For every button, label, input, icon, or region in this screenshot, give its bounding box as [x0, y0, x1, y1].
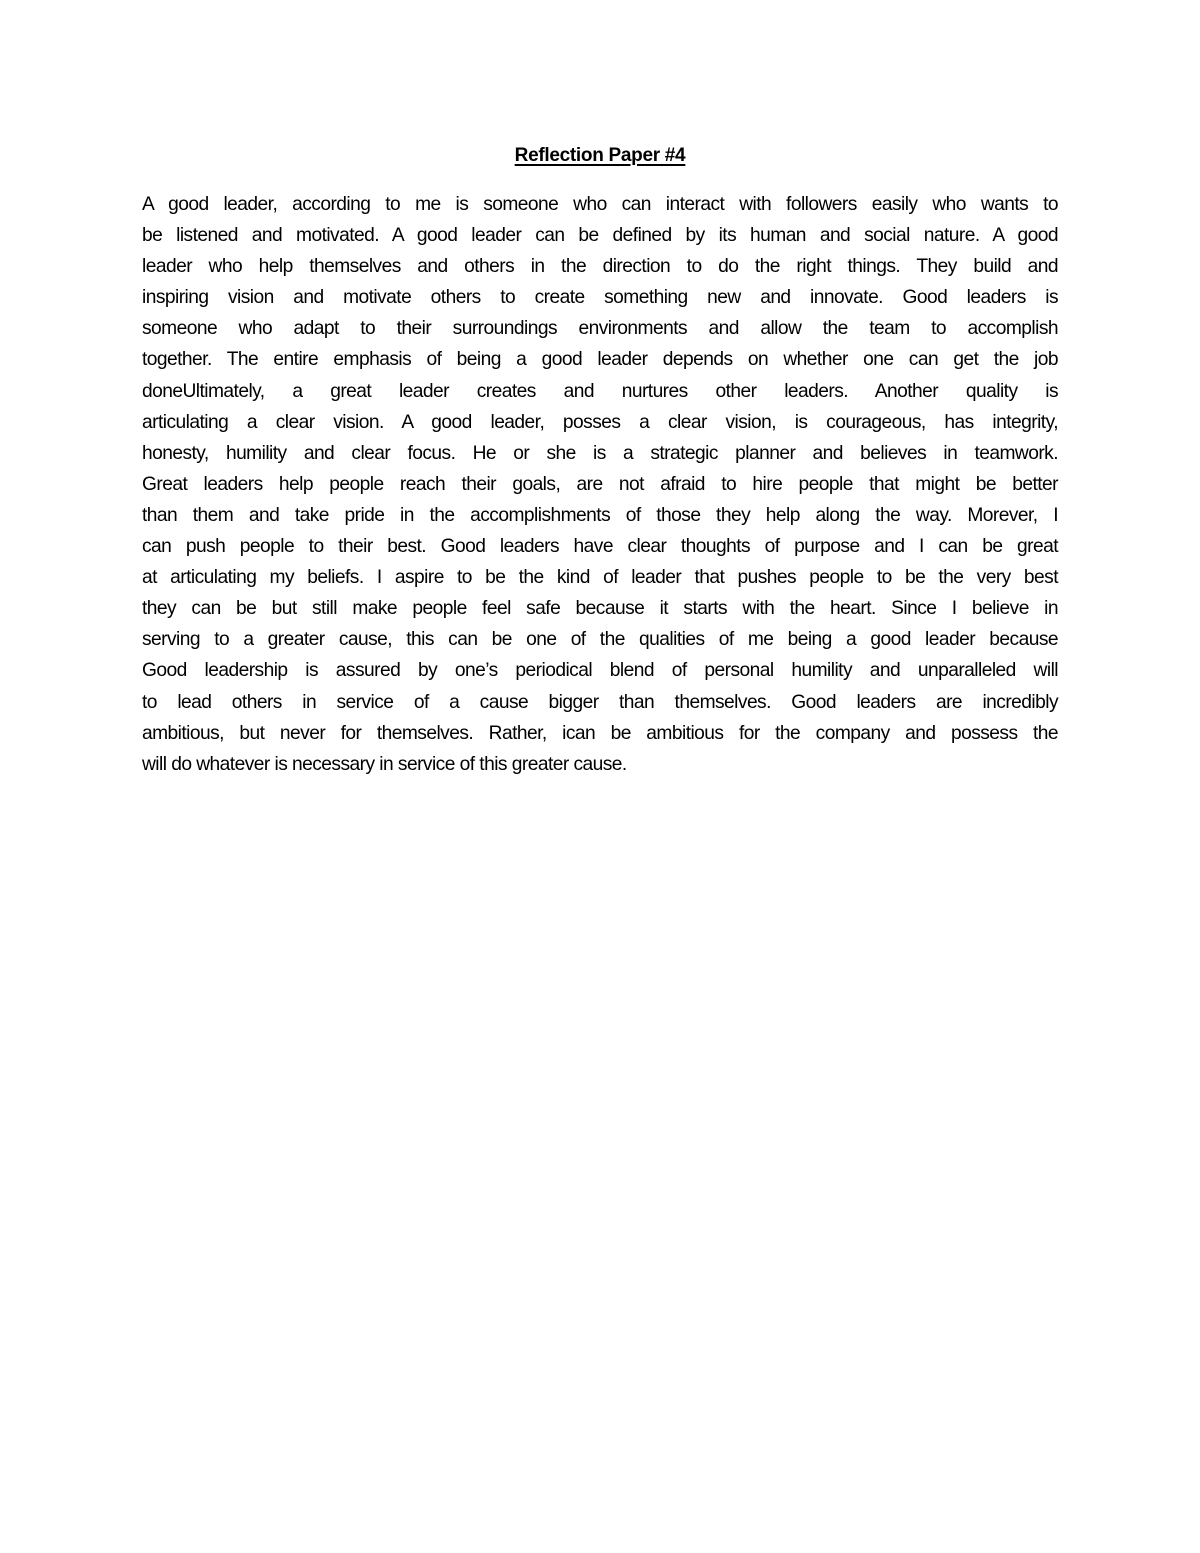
paragraph-line: A good leader, according to me is someone who can interact with followers easily who wants to	[142, 194, 1058, 215]
paragraph-line: Good leadership is assured by one’s periodical blend of personal humility and unparalleled will	[142, 660, 1058, 682]
paragraph-line-last: will do whatever is necessary in service of this greater cause.	[142, 753, 627, 775]
paragraph-line: articulating a clear vision. A good leader, posses a clear vision, is courageous, has integrity,	[142, 411, 1058, 433]
paragraph-line: at articulating my beliefs. I aspire to be the kind of leader that pushes people to be the very best	[142, 567, 1058, 589]
paragraph-line: leader who help themselves and others in the direction to do the right things. They build and	[142, 256, 1058, 278]
paragraph-line: than them and take pride in the accomplishments of those they help along the way. Morever, I	[142, 504, 1058, 526]
paragraph-line: inspiring vision and motivate others to create something new and innovate. Good leaders is	[142, 287, 1058, 309]
paragraph-line: be listened and motivated. A good leader can be defined by its human and social nature. A good	[142, 225, 1058, 247]
paragraph-line: together. The entire emphasis of being a good leader depends on whether one can get the job	[142, 349, 1058, 371]
paragraph-line: Great leaders help people reach their goals, are not afraid to hire people that might be better	[142, 473, 1058, 495]
paragraph-line: they can be but still make people feel safe because it starts with the heart. Since I believe in	[142, 598, 1058, 620]
paragraph-line: honesty, humility and clear focus. He or she is a strategic planner and believes in teamwork.	[142, 442, 1058, 464]
paragraph-line: doneUltimately, a great leader creates and nurtures other leaders. Another quality is	[142, 380, 1058, 402]
paragraph-line: can push people to their best. Good leaders have clear thoughts of purpose and I can be great	[142, 536, 1058, 558]
document-body-paragraph	[142, 189, 1058, 780]
document-title	[0, 143, 1200, 169]
paragraph-line: someone who adapt to their surroundings environments and allow the team to accomplish	[142, 318, 1058, 340]
paragraph-line: to lead others in service of a cause bigger than themselves. Good leaders are incredibly	[142, 691, 1058, 713]
document-title-text: Reflection Paper #4	[514, 145, 686, 166]
paragraph-line: ambitious, but never for themselves. Rather, ican be ambitious for the company and possess the	[142, 722, 1058, 744]
paragraph-line: serving to a greater cause, this can be one of the qualities of me being a good leader because	[142, 629, 1058, 651]
